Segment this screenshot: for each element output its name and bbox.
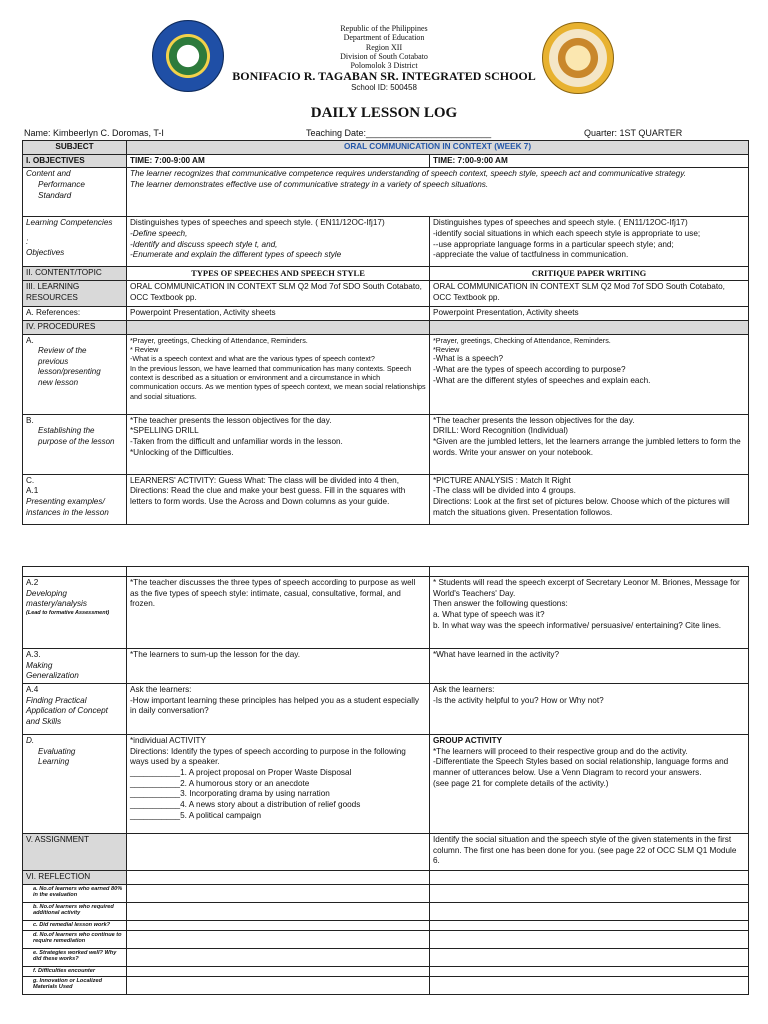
text-line: -Is the activity helpful to you? How or Why not? — [433, 695, 604, 705]
blank-cell — [23, 567, 127, 577]
references-label: A. References: — [23, 307, 127, 321]
text-line: -What are the different styles of speeches and explain each. — [433, 375, 651, 385]
review-label — [23, 334, 127, 414]
label-line: previous — [38, 356, 69, 366]
text-line: -Define speech, — [130, 228, 188, 238]
text-line: *The teacher presents the lesson objectives for the day. — [130, 415, 332, 425]
blank-cell — [127, 930, 430, 948]
blank-cell — [430, 930, 749, 948]
presenting-day1 — [127, 474, 430, 524]
text-line: DRILL: Word Recognition (Individual) — [433, 426, 569, 436]
text-line: -The class will be divided into 4 groups. — [433, 486, 576, 496]
procedures-blank — [127, 321, 430, 335]
blank-cell — [127, 966, 430, 976]
header-republic: Republic of the Philippines — [340, 24, 428, 33]
teacher-name: Name: Kimbeerlyn C. Doromas, T-I — [24, 128, 164, 138]
blank-cell — [127, 884, 430, 902]
text-line: GROUP ACTIVITY — [433, 735, 503, 745]
blank-cell — [127, 870, 430, 884]
label-line: B. — [26, 415, 34, 425]
label-line: C. — [26, 475, 35, 485]
blank-cell — [430, 884, 749, 902]
text-line: -identify social situations in which each speech style is appropriate to use; — [433, 228, 701, 238]
resources-day1: ORAL COMMUNICATION IN CONTEXT SLM Q2 Mod 7of SDO South Cotabato, OCC Textbook pp. — [127, 281, 430, 307]
school-id: School ID: 500458 — [351, 83, 417, 92]
evaluating-day2 — [430, 734, 749, 833]
assignment-day1 — [127, 833, 430, 870]
developing-mastery-label — [23, 577, 127, 649]
label-line: Review of the — [38, 346, 87, 356]
blank-cell — [430, 902, 749, 920]
references-day1: Powerpoint Presentation, Activity sheets — [127, 307, 430, 321]
references-day2: Powerpoint Presentation, Activity sheets — [430, 307, 749, 321]
teaching-date: Teaching Date:_________________________ — [306, 128, 492, 138]
label-line: D. — [26, 735, 35, 745]
evaluating-day1 — [127, 734, 430, 833]
text-line: LEARNERS' ACTIVITY: Guess What: The class will be divided into 4 then, — [130, 475, 399, 485]
text-line: *The learners will proceed to their respective group and do the activity. — [433, 746, 688, 756]
text-line: Ask the learners: — [130, 684, 192, 694]
text-line: The learner recognizes that communicative competence requires understanding of speech context, speech style, speech act and communicative strategy. — [130, 169, 686, 179]
developing-mastery-day2 — [430, 577, 749, 649]
text-line: a. What type of speech was it? — [433, 609, 545, 619]
label-line: Application of Concept — [26, 706, 108, 716]
label-line: Generalization — [26, 671, 79, 681]
label-line: Developing — [26, 588, 67, 598]
label-line: Objectives — [26, 247, 65, 257]
reflection-item: f. Difficulties encounter — [23, 966, 127, 976]
text-line: * Review — [130, 345, 159, 355]
text-line: -What is a speech context and what are the various types of speech context? — [130, 354, 375, 364]
text-line: Directions: Identify the types of speech according to purpose in the following ways used by a speaker. — [130, 746, 406, 767]
content-topic-heading: II. CONTENT/TOPIC — [23, 267, 127, 281]
procedures-blank — [430, 321, 749, 335]
text-line: *Given are the jumbled letters, let the learners arrange the jumbled letters to form the words. Write your answer on your notebook. — [433, 436, 741, 457]
label-line: Learning — [38, 757, 70, 767]
label-line: A.3. — [26, 650, 41, 659]
purpose-day2 — [430, 414, 749, 474]
text-line: Directions: Read the clue and make your best guess. Fill in the squares with letters to form words. Use the Across and Down columns as your guide. — [130, 486, 406, 506]
label-line: Presenting examples/ — [26, 496, 105, 506]
label-note: (Lead to formative Assessment) — [26, 609, 110, 616]
text-line: --use appropriate language forms in a particular speech style; and; — [433, 239, 674, 249]
review-day2 — [430, 334, 749, 414]
reflection-item: e. Strategies worked well? Why did these works? — [23, 948, 127, 966]
objectives-heading: I. OBJECTIVES — [23, 154, 127, 168]
text-line: *individual ACTIVITY — [130, 735, 206, 745]
text-line: Then answer the following questions: — [433, 599, 568, 609]
lesson-log-table-1 — [22, 140, 749, 525]
application-day1 — [127, 683, 430, 734]
blank-cell — [430, 870, 749, 884]
label-line: Establishing the — [38, 426, 95, 436]
reflection-heading: VI. REFLECTION — [23, 870, 127, 884]
text-line: -Differentiate the Speech Styles based on social relationship, language forms and manner of utterances below. Use a Venn Diagram to record your answers. — [433, 757, 729, 777]
label-line: Content and — [26, 169, 71, 179]
blank-cell — [127, 948, 430, 966]
text-line: *The teacher presents the lesson objectives for the day. — [433, 415, 635, 425]
reflection-item: g. Innovation or Localized Materials Used — [23, 976, 127, 994]
text-line: ___________5. A political campaign — [130, 810, 262, 820]
page-title: DAILY LESSON LOG — [310, 105, 458, 121]
label-line: instances in the lesson — [26, 507, 109, 517]
reflection-item: d. No.of learners who continue to require remediation — [23, 930, 127, 948]
generalization-label — [23, 649, 127, 684]
application-day2 — [430, 683, 749, 734]
learning-resources-heading: III. LEARNING RESOURCES — [23, 281, 127, 307]
application-label — [23, 683, 127, 734]
purpose-day1 — [127, 414, 430, 474]
resources-day2: ORAL COMMUNICATION IN CONTEXT SLM Q2 Mod 7of SDO South Cotabato, OCC Textbook pp. — [430, 281, 749, 307]
school-name: BONIFACIO R. TAGABAN SR. INTEGRATED SCHOOL — [232, 69, 536, 83]
blank-cell — [430, 948, 749, 966]
assignment-day2: Identify the social situation and the speech style of the given statements in the first column. The first one has been done for you. (see page 22 of OCC SLM Q1 Module 6. — [430, 833, 749, 870]
reflection-item: b. No.of learners who required additional activity — [23, 902, 127, 920]
label-line: purpose of the lesson — [38, 436, 115, 446]
page-header — [0, 0, 768, 100]
text-line: In the previous lesson, we have learned that communication has many contexts. Speech context is described as a situation or environment and a circumstance in which communication occurs. As we mention types of speech context, we mean social relationships and social situations. — [130, 363, 426, 401]
competencies-day2 — [430, 217, 749, 267]
text-line: -How important learning these principles has helped you as a student especially in daily conversation? — [130, 695, 420, 716]
presenting-day2 — [430, 474, 749, 524]
label-line: Making — [26, 660, 53, 670]
text-line: -What is a speech? — [433, 354, 504, 364]
text-line: *Prayer, greetings, Checking of Attendance, Reminders. — [433, 335, 611, 345]
text-line: *SPELLING DRILL — [130, 426, 199, 436]
procedures-heading: IV. PROCEDURES — [23, 321, 127, 335]
text-line: ___________1. A project proposal on Proper Waste Disposal — [130, 767, 352, 777]
text-line: * Students will read the speech excerpt of Secretary Leonor M. Briones, Message for World's Teachers' Day. — [433, 578, 740, 598]
text-line: ___________3. Incorporating drama by using narration — [130, 789, 330, 799]
text-line: -Identify and discuss speech style t, and, — [130, 239, 278, 249]
label-line: and Skills — [26, 716, 62, 726]
blank-cell — [430, 966, 749, 976]
blank-cell — [127, 976, 430, 994]
text-line: Directions: Look at the first set of pictures below. Choose which of the pictures will match the situations given. Presentation followos. — [433, 496, 730, 517]
subject-value: ORAL COMMUNICATION IN CONTEXT (WEEK 7) — [127, 141, 749, 155]
topic-day1: TYPES OF SPEECHES AND SPEECH STYLE — [127, 267, 430, 281]
presenting-label — [23, 474, 127, 524]
topic-day2: CRITIQUE PAPER WRITING — [430, 267, 749, 281]
purpose-label — [23, 414, 127, 474]
review-day1 — [127, 334, 430, 414]
text-line: -Taken from the difficult and unfamiliar words in the lesson. — [130, 436, 343, 446]
label-line: mastery/analysis — [26, 599, 87, 609]
label-line: lesson/presenting — [38, 367, 101, 377]
text-line: *Prayer, greetings, Checking of Attendance, Reminders. — [130, 335, 308, 345]
blank-cell — [430, 567, 749, 577]
text-line: *Unlocking of the Difficulties. — [130, 447, 234, 457]
text-line: b. In what way was the speech informative/ persuasive/ entertaining? Cite lines. — [433, 620, 722, 630]
generalization-day2: *What have learned in the activity? — [430, 649, 749, 684]
text-line: Ask the learners: — [433, 684, 495, 694]
label-line: A. — [26, 335, 34, 345]
label-line: : — [26, 236, 29, 246]
developing-mastery-day1: *The teacher discusses the three types of speech according to purpose as well as the five types of speech style: intimate, casual, consultative, formal, and frozen. — [127, 577, 430, 649]
lesson-log-table-2 — [22, 566, 749, 995]
label-line: A.1 — [26, 486, 39, 496]
text-line: *PICTURE ANALYSIS : Match It Right — [433, 475, 571, 485]
text-line: ___________2. A humorous story or an anecdote — [130, 778, 310, 788]
reflection-item: a. No.of learners who earned 80% in the evaluation — [23, 884, 127, 902]
blank-cell — [430, 976, 749, 994]
assignment-heading: V. ASSIGNMENT — [23, 833, 127, 870]
quarter: Quarter: 1ST QUARTER — [584, 128, 683, 138]
generalization-day1: *The learners to sum-up the lesson for the day. — [127, 649, 430, 684]
text-line: Distinguishes types of speeches and speech style. ( EN11/12OC-Ifj17) — [433, 218, 688, 228]
text-line: *Review — [433, 345, 460, 355]
reflection-item: c. Did remedial lesson work? — [23, 920, 127, 930]
content-standard-label — [23, 168, 127, 217]
time-day1: TIME: 7:00-9:00 AM — [127, 154, 430, 168]
text-line: -appreciate the value of tactfulness in communication. — [433, 250, 629, 260]
label-line: A.2 — [26, 578, 39, 587]
label-line: Learning Competencies — [26, 218, 113, 228]
time-day2: TIME: 7:00-9:00 AM — [430, 154, 749, 168]
label-line: A.4 — [26, 684, 39, 694]
competencies-day1 — [127, 217, 430, 267]
label-line: Evaluating — [38, 746, 76, 756]
label-line: new lesson — [38, 377, 79, 387]
text-line: Distinguishes types of speeches and speech style. ( EN11/12OC-Ifj17) — [130, 218, 385, 228]
label-line: Performance — [38, 179, 85, 189]
text-line: (see page 21 for complete details of the activity.) — [433, 778, 609, 788]
header-region: Region XII — [365, 43, 403, 52]
subject-label: SUBJECT — [23, 141, 127, 155]
blank-cell — [127, 567, 430, 577]
evaluating-label — [23, 734, 127, 833]
header-department: Department of Education — [343, 33, 425, 42]
header-division: Division of South Cotabato — [340, 52, 428, 61]
blank-cell — [127, 920, 430, 930]
label-line: Standard — [38, 190, 72, 200]
label-line: Finding Practical — [26, 695, 87, 705]
text-line: ___________4. A news story about a distribution of relief goods — [130, 799, 361, 809]
content-standard-text — [127, 168, 749, 217]
competencies-label — [23, 217, 127, 267]
header-district: Polomolok 3 District — [350, 61, 418, 70]
blank-cell — [127, 902, 430, 920]
blank-cell — [430, 920, 749, 930]
text-line: -Enumerate and explain the different types of speech style — [130, 250, 342, 260]
text-line: The learner demonstrates effective use of communicative strategy in a variety of speech situations. — [130, 179, 489, 189]
text-line: -What are the types of speech according to purpose? — [433, 365, 626, 375]
